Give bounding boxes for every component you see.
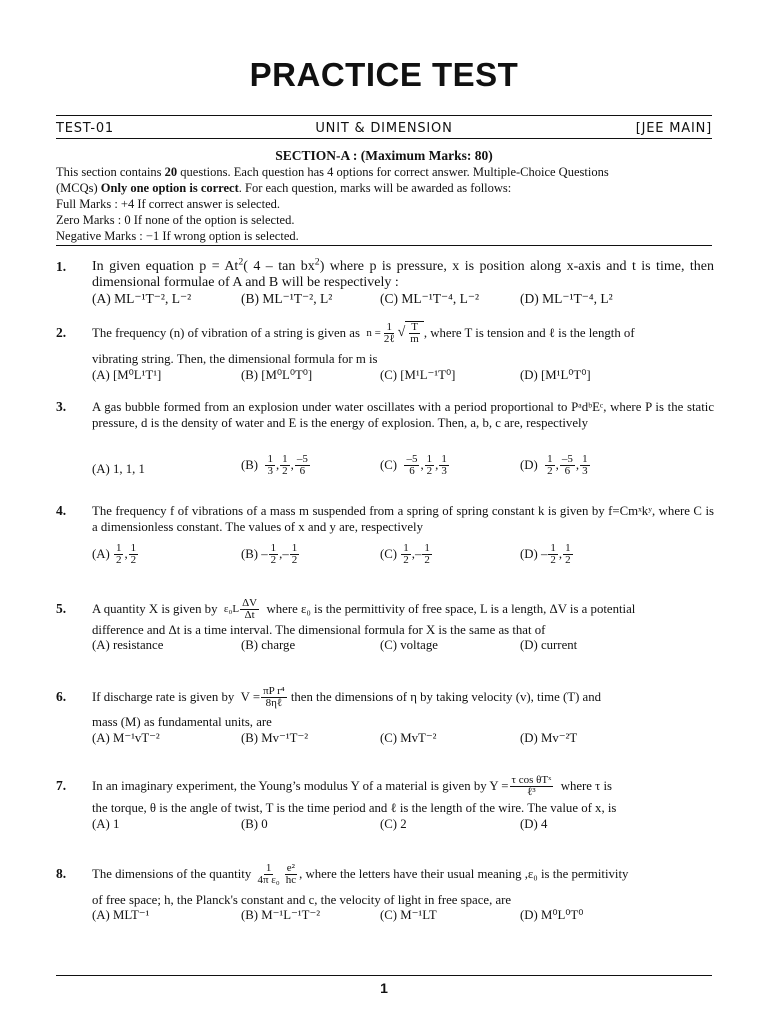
header-top-rule [56, 115, 712, 116]
question-number: 4. [56, 503, 67, 518]
question-number: 5. [56, 601, 67, 616]
option-c[interactable]: (C) voltage [380, 638, 438, 652]
section-title: SECTION-A : (Maximum Marks: 80) [275, 148, 493, 163]
question-text: The dimensions of the quantity $\frac{1}{\text{4π ε₀}}$ $\frac{\text{e²}}{hc}$ , where the letters have their usual meaning ,ε₀ is the permitivity [92, 861, 629, 886]
full-marks-rule: Full Marks : +4 If correct answer is selected. [56, 197, 280, 211]
question-text-continued: mass (M) as fundamental units, are [92, 715, 272, 729]
option-c[interactable]: (C) [M¹L⁻¹T⁰] [380, 368, 456, 382]
question-number: 1. [56, 259, 67, 274]
option-b[interactable]: (B) – $\frac{1}{2}$ , – $\frac{1}{2}$ [241, 542, 298, 566]
page-number: 1 [380, 980, 388, 996]
question-text: In given equation $p = At^2$( $4 - \tan bx^2$) where p is pressure, x is position along x-axis and t is time, then dimensional formulae of A and B will be respectively : [92, 256, 714, 290]
fraction: $\frac{1}{\text{4π ε₀}}$ [257, 861, 280, 886]
question-text: A quantity X is given by ε₀L $\frac{\Delta V}{\Delta t}$ where ε₀ is the permittivity of free space, L is a length, ΔV is a potential [92, 596, 636, 621]
option-d[interactable]: (D) M⁰L⁰T⁰ [520, 908, 584, 922]
option-b[interactable]: (B) $\frac{1}{3}$ , $\frac{1}{2}$ , $\frac{-5}{6}$ [241, 453, 308, 477]
option-d[interactable]: (D) Mv⁻²T [520, 731, 578, 745]
exam-name: [JEE MAIN] [635, 121, 712, 136]
header-bottom-rule [56, 138, 712, 139]
fraction: $\frac{1}{\text{2ℓ}}$ [383, 320, 395, 345]
fraction: $\frac{T}{m}$ [410, 321, 419, 345]
fraction: $\frac{\text{e²}}{hc}$ [285, 861, 297, 886]
option-b[interactable]: (B) 0 [241, 817, 268, 831]
option-b[interactable]: (B) charge [241, 638, 296, 652]
option-a[interactable]: (A) [M⁰L¹T¹] [92, 368, 162, 382]
option-d[interactable]: (D) 4 [520, 817, 548, 831]
option-a[interactable]: (A) M⁻¹vT⁻² [92, 731, 160, 745]
fraction: $\frac{\Delta V}{\Delta t}$ [242, 596, 258, 621]
option-a[interactable]: (A) $\frac{1}{2}$ , $\frac{1}{2}$ [92, 542, 137, 566]
option-b[interactable]: (B) M⁻¹L⁻¹T⁻² [241, 908, 321, 922]
question-text: In an imaginary experiment, the Young’s modulus Y of a material is given by Y = $\frac{\text{τ cos θTˣ}}{\text{ℓ³}}$ where τ is [92, 773, 613, 798]
section-divider [56, 245, 712, 246]
footer-rule [56, 975, 712, 976]
option-a[interactable]: (A) resistance [92, 638, 164, 652]
option-c[interactable]: (C) $\frac{1}{2}$ , – $\frac{1}{2}$ [380, 542, 430, 566]
option-d[interactable]: (D) – $\frac{1}{2}$ , $\frac{1}{2}$ [520, 542, 571, 566]
option-d[interactable]: (D) ML⁻¹T⁻⁴, L² [520, 291, 613, 306]
test-number: TEST-01 [56, 121, 114, 136]
fraction: $\frac{\text{πP r⁴}}{\text{8ηℓ}}$ [263, 684, 285, 709]
option-b[interactable]: (B) [M⁰L⁰T⁰] [241, 368, 313, 382]
question-number: 7. [56, 778, 67, 793]
option-b[interactable]: (B) Mv⁻¹T⁻² [241, 731, 309, 745]
option-d[interactable]: (D) current [520, 638, 578, 652]
question-text: A gas bubble formed from an explosion under water oscillates with a period proportional to PᵃdᵇEᶜ, where P is the static pressure, d is the density of water and E is the energy of explosion. Then, a, b, c are, respectively [92, 400, 714, 430]
option-c[interactable]: (C) 2 [380, 817, 407, 831]
test-topic: UNIT & DIMENSION [315, 121, 453, 136]
option-c[interactable]: (C) M⁻¹LT [380, 908, 437, 922]
question-number: 2. [56, 325, 67, 340]
option-c[interactable]: (C) ML⁻¹T⁻⁴, L⁻² [380, 291, 480, 306]
question-text-continued: vibrating string. Then, the dimensional formula for m is [92, 352, 378, 366]
question-number: 3. [56, 399, 67, 414]
option-d[interactable]: (D) $\frac{1}{2}$ , $\frac{-5}{6}$ , $\frac{1}{3}$ [520, 453, 588, 477]
question-text-continued: difference and Δt is a time interval. The dimensional formula for X is the same as that of [92, 623, 546, 637]
negative-marks-rule: Negative Marks : −1 If wrong option is selected. [56, 229, 299, 243]
option-a[interactable]: (A) ML⁻¹T⁻², L⁻² [92, 291, 192, 306]
question-text: The frequency f of vibrations of a mass m suspended from a spring of spring constant k is given by f=Cmˣkʸ, where C is a dimensionless constant. The values of x and y are, respectively [92, 504, 714, 534]
option-c[interactable]: (C) MvT⁻² [380, 731, 437, 745]
question-text: If discharge rate is given by V = $\frac{\text{πP r⁴}}{\text{8ηℓ}}$ then the dimensions of η by taking velocity (v), time (T) and [92, 684, 602, 709]
option-a[interactable]: (A) 1 [92, 817, 120, 831]
section-intro: This section contains 20 questions. Each question has 4 options for correct answer. Multiple-Choice Questions (MCQs) Only one option is correct. For each question, marks will be awarded as follows: Full Marks : +4 If correct answer is selected. Zero Marks : 0 If none of the option is selected. Negative Marks : −1 If wrong option is selected. [56, 164, 716, 244]
question-text-continued: of free space; h, the Planck's constant and c, the velocity of light in free space, are [92, 893, 512, 907]
question-number: 6. [56, 689, 67, 704]
zero-marks-rule: Zero Marks : 0 If none of the option is selected. [56, 213, 295, 227]
page-title: PRACTICE TEST [249, 56, 519, 93]
option-c[interactable]: (C) $\frac{-5}{6}$ , $\frac{1}{2}$ , $\frac{1}{3}$ [380, 453, 447, 477]
option-a[interactable]: (A) MLT⁻¹ [92, 908, 150, 922]
option-b[interactable]: (B) ML⁻¹T⁻², L² [241, 291, 333, 306]
option-a[interactable]: (A) 1, 1, 1 [92, 462, 145, 476]
question-text-continued: the torque, θ is the angle of twist, T is the time period and ℓ is the length of the wire. The value of x, is [92, 801, 617, 815]
option-d[interactable]: (D) [M¹L⁰T⁰] [520, 368, 591, 382]
fraction: $\frac{\text{τ cos θTˣ}}{\text{ℓ³}}$ [511, 773, 552, 798]
question-number: 8. [56, 866, 67, 881]
question-text: The frequency (n) of vibration of a string is given as n = $\frac{1}{\text{2ℓ}}$ √ $\frac{T}{m}$ , where T is tension and ℓ is the length of [92, 320, 635, 345]
